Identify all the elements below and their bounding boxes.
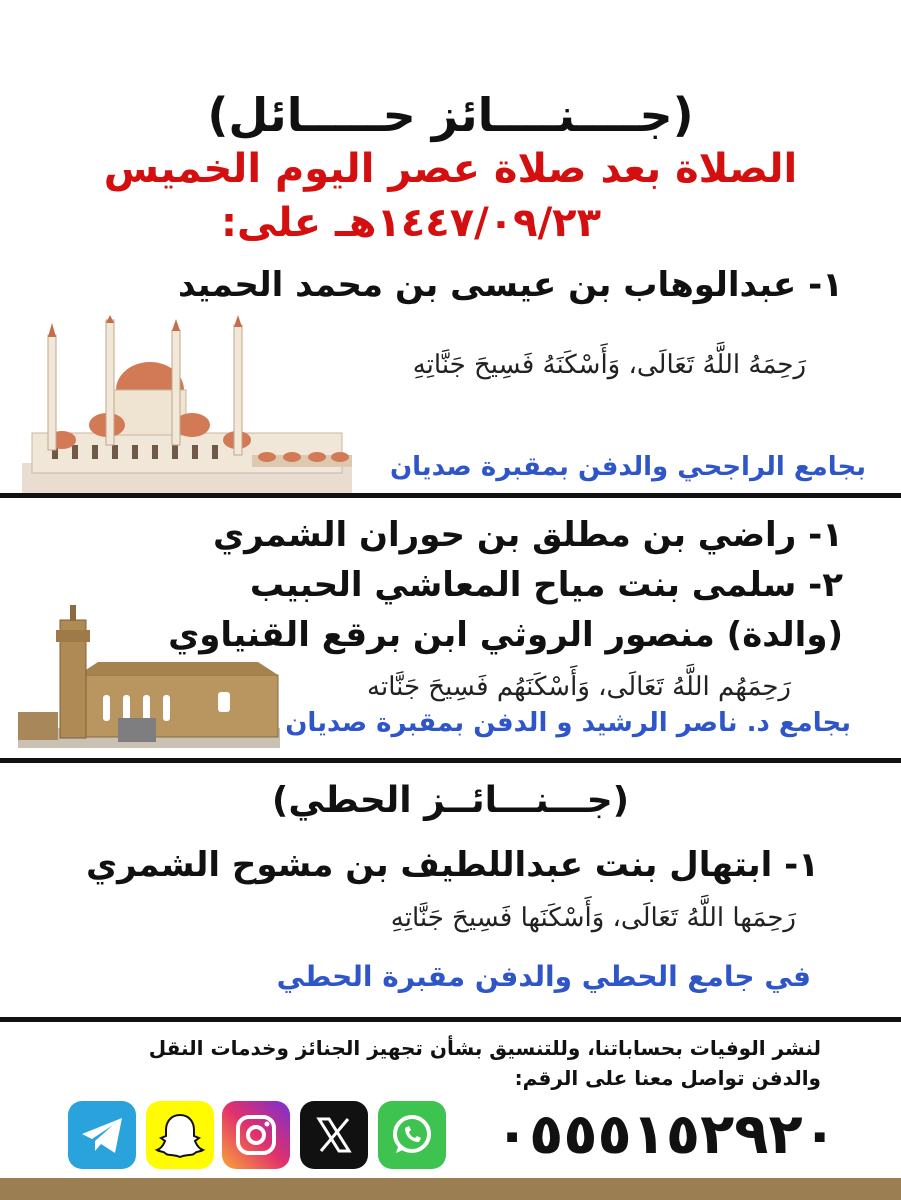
deceased-name: ١- ابتهال بنت عبداللطيف بن مشوح الشمري <box>85 845 819 885</box>
section-divider <box>0 1017 901 1022</box>
prayer-time: الصلاة بعد صلاة عصر اليوم الخميس <box>103 146 798 192</box>
deceased-name: ٢- سلمى بنت مياح المعاشي الحبيب <box>249 565 843 605</box>
bottom-bar <box>0 1178 901 1200</box>
page-title: (جــــنــــائز حـــــائل) <box>207 88 694 142</box>
phone-number[interactable]: ٠٥٥٥١٥٢٩٢٠ <box>495 1102 837 1167</box>
dua-text: رَحِمَها اللَّهُ تَعَالَى، وَأَسْكَنَها فَسِيحَ جَنَّاتِهِ <box>390 903 796 933</box>
mosque-image <box>22 315 352 493</box>
deceased-name: (والدة) منصور الروثي ابن برقع القنياوي <box>168 615 843 655</box>
snapchat-icon[interactable] <box>146 1101 214 1169</box>
section-divider <box>0 493 901 498</box>
contact-text: لنشر الوفيات بحساباتنا، وللتنسيق بشأن تجهيز الجنائز وخدمات النقل <box>148 1036 821 1060</box>
instagram-icon[interactable] <box>222 1101 290 1169</box>
telegram-icon[interactable] <box>68 1101 136 1169</box>
section-title: (جـــنـــائــز الحطي) <box>271 780 630 821</box>
deceased-name: ١- راضي بن مطلق بن حوران الشمري <box>213 515 843 555</box>
whatsapp-icon[interactable] <box>378 1101 446 1169</box>
section-divider <box>0 758 901 763</box>
burial-location: بجامع د. ناصر الرشيد و الدفن بمقبرة صديان <box>285 708 851 738</box>
burial-location: بجامع الراجحي والدفن بمقبرة صديان <box>389 452 866 482</box>
mosque-image <box>18 600 280 748</box>
dua-text: رَحِمَهُ اللَّهُ تَعَالَى، وَأَسْكَنَهُ فَسِيحَ جَنَّاتِهِ <box>412 350 806 380</box>
contact-text: والدفن تواصل معنا على الرقم: <box>514 1066 821 1090</box>
burial-location: في جامع الحطي والدفن مقبرة الحطي <box>276 960 811 993</box>
dua-text: رَحِمَهُم اللَّهُ تَعَالَى، وَأَسْكَنَهُم فَسِيحَ جَنَّاته <box>367 672 791 702</box>
deceased-name: ١- عبدالوهاب بن عيسى بن محمد الحميد <box>178 265 843 305</box>
date-line: ١٤٤٧/٠٩/٢٣هـ على: <box>221 200 601 246</box>
x-icon[interactable] <box>300 1101 368 1169</box>
